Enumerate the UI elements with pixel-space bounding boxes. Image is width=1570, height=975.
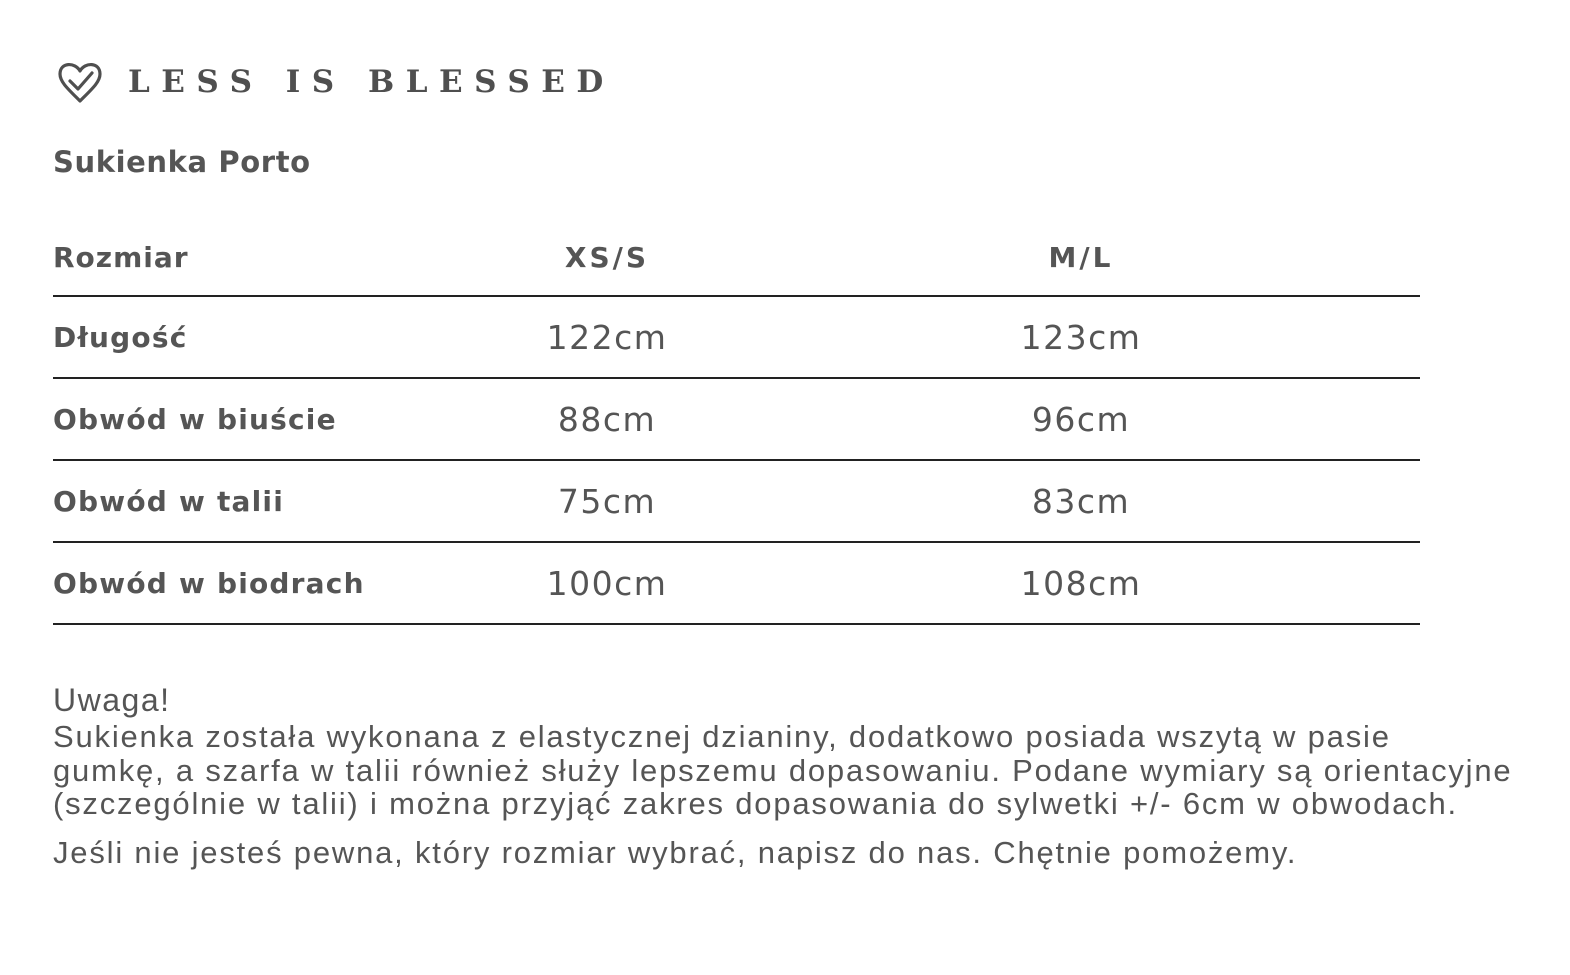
cell-value: 108cm — [806, 542, 1356, 624]
fit-note — [53, 680, 1513, 873]
cell-spacer — [1356, 542, 1420, 624]
column-spacer — [1356, 219, 1420, 296]
cell-value: 123cm — [806, 296, 1356, 378]
brand-name: LESS IS BLESSED — [128, 64, 615, 100]
cell-spacer — [1356, 296, 1420, 378]
cell-spacer — [1356, 460, 1420, 542]
brand-logo — [56, 58, 615, 106]
note-heading: Uwaga! — [53, 682, 171, 718]
column-header-size: Rozmiar — [53, 219, 408, 296]
row-label-length: Długość — [53, 296, 408, 378]
cell-spacer — [1356, 378, 1420, 460]
row-label-bust: Obwód w biuście — [53, 378, 408, 460]
column-header-m-l: M/L — [806, 219, 1356, 296]
product-title: Sukienka Porto — [53, 145, 311, 179]
size-table — [53, 219, 1420, 625]
note-body: Sukienka została wykonana z elastycznej dzianiny, dodatkowo posiada wszytą w pasie gumkę, a szarfa w talii również służy lepszemu dopasowaniu. Podane wymiary są orientacyjne (szczególnie w talii) i można przyjąć zakres dopasowania do sylwetki +/- 6cm w obwodach. — [53, 719, 1513, 821]
heart-diamond-icon — [56, 59, 104, 105]
table-row — [53, 542, 1420, 624]
column-header-xs-s: XS/S — [408, 219, 806, 296]
cell-value: 83cm — [806, 460, 1356, 542]
table-row — [53, 296, 1420, 378]
cell-value: 88cm — [408, 378, 806, 460]
size-table-header-row — [53, 219, 1420, 296]
cell-value: 122cm — [408, 296, 806, 378]
table-row — [53, 378, 1420, 460]
cell-value: 75cm — [408, 460, 806, 542]
row-label-waist: Obwód w talii — [53, 460, 408, 542]
table-row — [53, 460, 1420, 542]
cell-value: 96cm — [806, 378, 1356, 460]
note-help-text: Jeśli nie jesteś pewna, który rozmiar wybrać, napisz do nas. Chętnie pomożemy. — [53, 834, 1298, 870]
cell-value: 100cm — [408, 542, 806, 624]
row-label-hips: Obwód w biodrach — [53, 542, 408, 624]
